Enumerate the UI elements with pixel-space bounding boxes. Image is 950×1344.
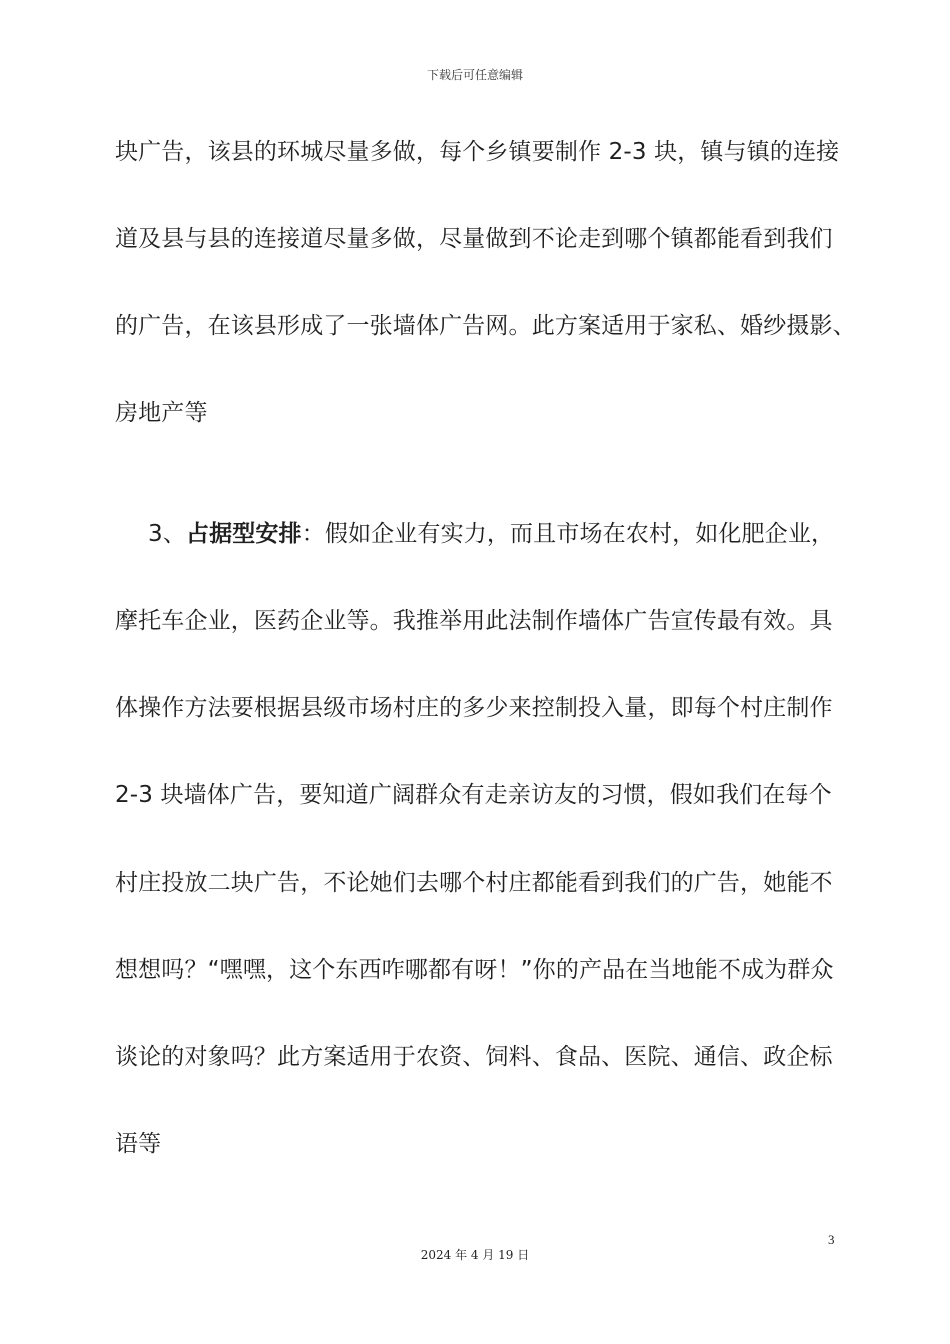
text-line: 块广告，该县的环城尽量多做，每个乡镇要制作 2-3 块，镇与镇的连接	[115, 139, 840, 165]
text-line: 体操作方法要根据县级市场村庄的多少来控制投入量，即每个村庄制作	[115, 695, 833, 721]
text-line: 道及县与县的连接道尽量多做，尽量做到不论走到哪个镇都能看到我们	[115, 226, 833, 252]
text-line: 村庄投放二块广告，不论她们去哪个村庄都能看到我们的广告，她能不	[115, 870, 833, 896]
text-line: 想想吗？“嘿嘿，这个东西咋哪都有呀！”你的产品在当地能不成为群众	[115, 957, 834, 983]
text-line: 房地产等	[115, 400, 208, 426]
text-line: 的广告，在该县形成了一张墙体广告网。此方案适用于家私、婚纱摄影、	[115, 313, 856, 339]
list-number: 3、	[148, 521, 186, 547]
text-line-first	[148, 519, 834, 549]
text-line: 2-3 块墙体广告，要知道广阔群众有走亲访友的习惯，假如我们在每个	[115, 782, 832, 808]
text-line: 语等	[115, 1131, 162, 1157]
bold-heading: 占据型安排	[185, 521, 302, 547]
page-header: 下载后可任意编辑	[426, 68, 523, 82]
footer-date: 2024 年 4 月 19 日	[420, 1248, 530, 1262]
text-line: 谈论的对象吗？此方案适用于农资、饲料、食品、医院、通信、政企标	[115, 1044, 833, 1070]
text-line: 摩托车企业，医药企业等。我推举用此法制作墙体广告宣传最有效。具	[115, 608, 833, 634]
page-number: 3	[828, 1232, 835, 1247]
text-run: ：假如企业有实力，而且市场在农村，如化肥企业，	[301, 521, 835, 547]
